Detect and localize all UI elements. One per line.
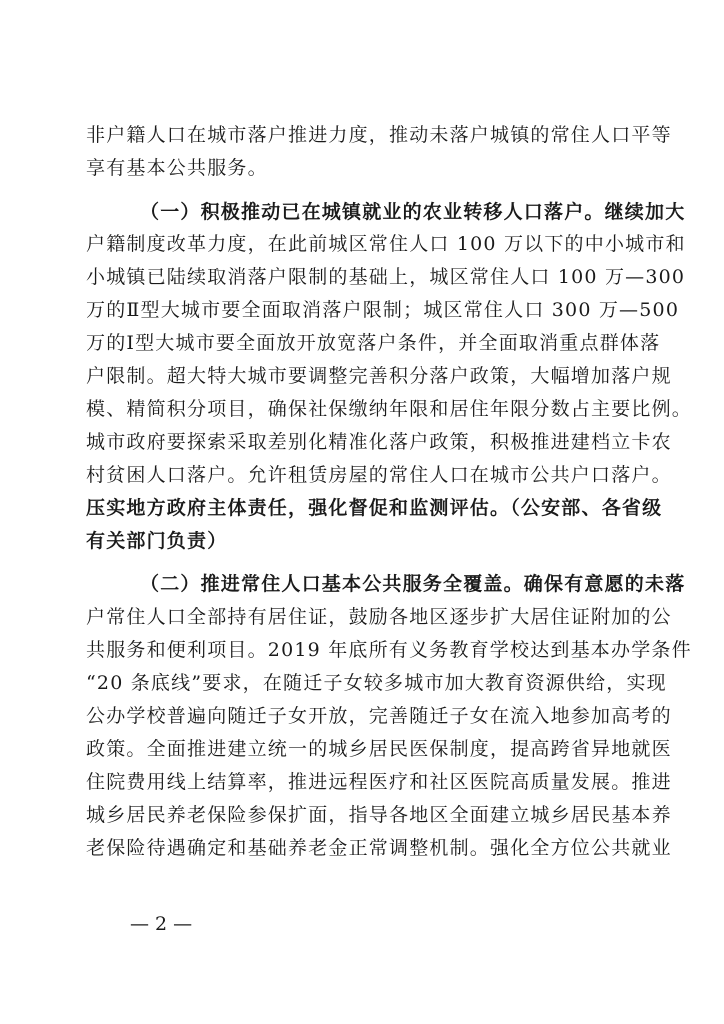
body-text-line: 公办学校普遍向随迁子女开放，完善随迁子女在流入地参加高考的 <box>86 705 672 727</box>
body-text-line: 政策。全面推进建立统一的城乡居民医保制度，提高跨省异地就医 <box>86 738 672 760</box>
body-text-line: 模、精简积分项目，确保社保缴纳年限和居住年限分数占主要比例。 <box>86 398 693 420</box>
body-text-line: 万的Ⅱ型大城市要全面取消落户限制；城区常住人口 300 万—500 <box>86 299 680 321</box>
body-text-line: 万的Ⅰ型大城市要全面放开放宽落户条件，并全面取消重点群体落 <box>86 332 661 354</box>
body-text-line: 户常住人口全部持有居住证，鼓励各地区逐步扩大居住证附加的公 <box>86 606 672 628</box>
body-text-line: 户籍制度改革力度，在此前城区常住人口 100 万以下的中小城市和 <box>86 233 686 255</box>
body-text-line: 享有基本公共服务。 <box>86 157 268 179</box>
section-heading-line: （二）推进常住人口基本公共服务全覆盖。确保有意愿的未落 <box>140 573 686 595</box>
body-text-line: 城市政府要探索采取差别化精准化落户政策，积极推进建档立卡农 <box>86 431 672 453</box>
body-text-line: 小城镇已陆续取消落户限制的基础上，城区常住人口 100 万—300 <box>86 266 686 288</box>
body-text-line: “20 条底线”要求，在随迁子女较多城市加大教育资源供给，实现 <box>86 672 667 694</box>
body-text-line: 老保险待遇确定和基础养老金正常调整机制。强化全方位公共就业 <box>86 837 672 859</box>
body-text-line: 共服务和便利项目。2019 年底所有义务教育学校达到基本办学条件 <box>86 639 692 661</box>
body-text-line: 压实地方政府主体责任，强化督促和监测评估。（公安部、各省级 <box>86 497 663 519</box>
section-heading-line: （一）积极推动已在城镇就业的农业转移人口落户。继续加大 <box>140 201 686 223</box>
body-text-line: 村贫困人口落户。允许租赁房屋的常住人口在城市公共户口落户。 <box>86 464 672 486</box>
body-text-line <box>86 866 626 896</box>
body-text-line: 户限制。超大特大城市要调整完善积分落户政策，大幅增加落户规 <box>86 365 672 387</box>
body-text-line: 住院费用线上结算率，推进远程医疗和社区医院高质量发展。推进 <box>86 771 672 793</box>
body-text-line: 非户籍人口在城市落户推进力度，推动未落户城镇的常住人口平等 <box>86 124 672 146</box>
body-text-line: 有关部门负责） <box>86 530 228 552</box>
body-text-line: 城乡居民养老保险参保扩面，指导各地区全面建立城乡居民基本养 <box>86 804 672 826</box>
page-number: — 2 — <box>130 913 193 935</box>
